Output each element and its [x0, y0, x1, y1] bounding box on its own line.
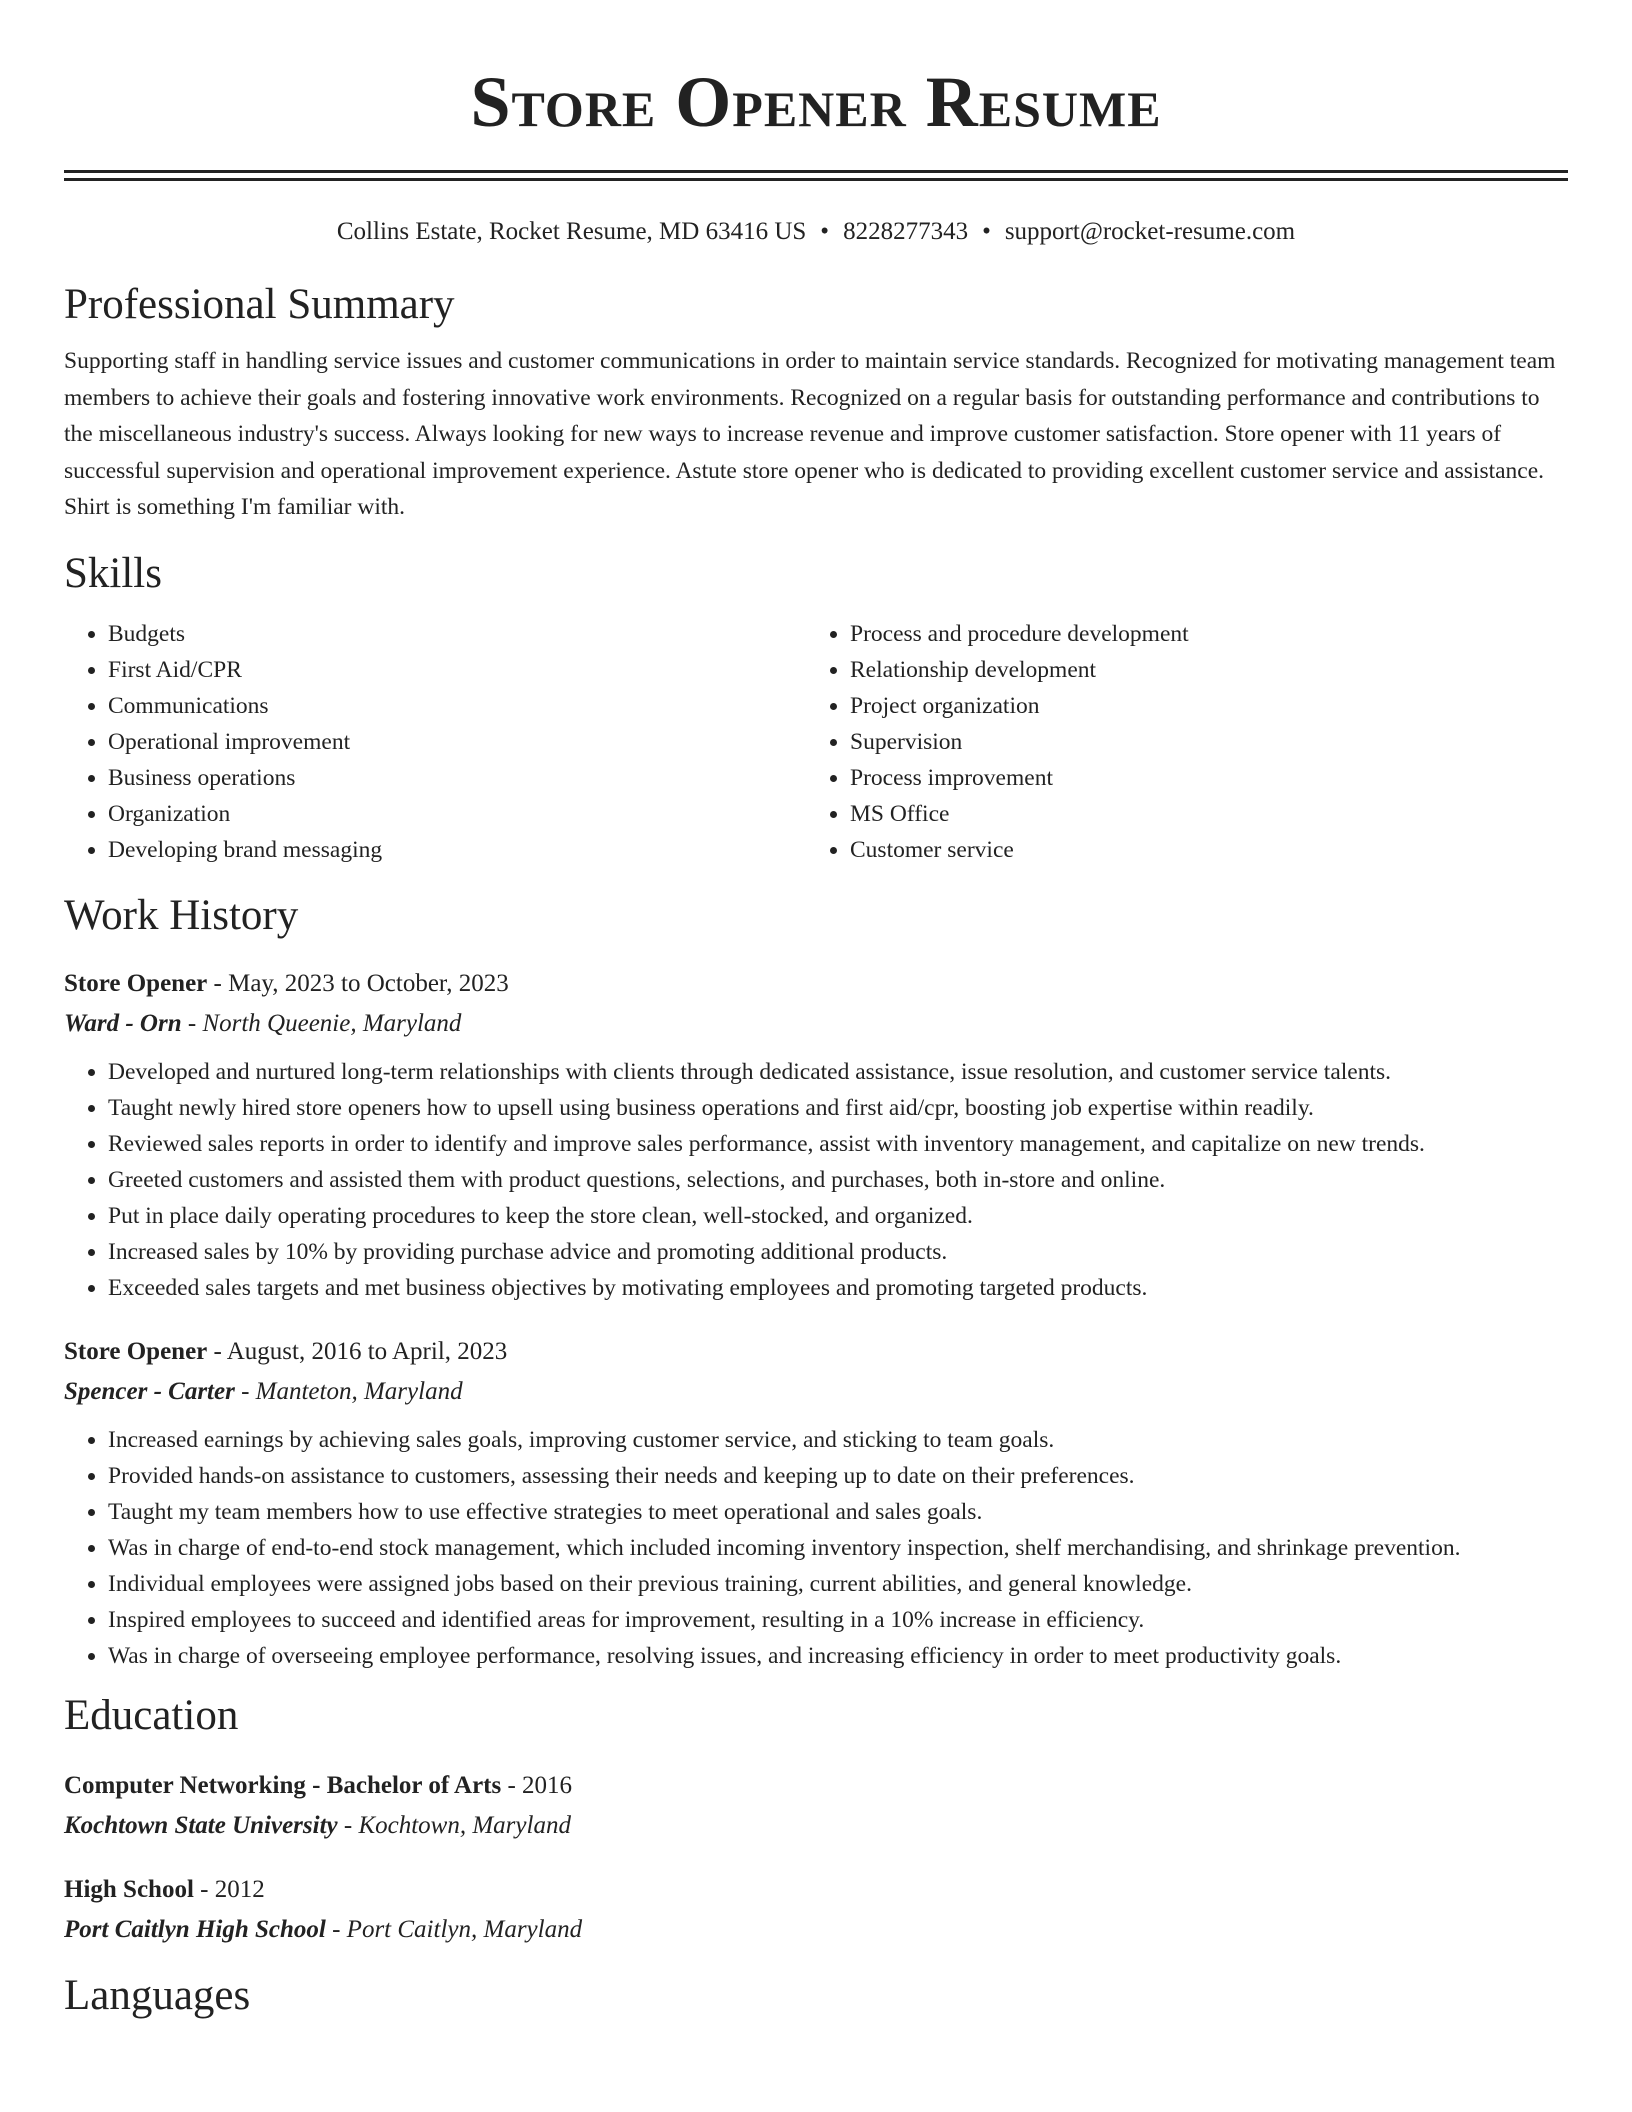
skill-item: • Business operations	[108, 760, 806, 796]
skill-item: • Process and procedure development	[850, 616, 1548, 652]
section-heading-education: Education	[64, 1691, 239, 1739]
job-bullet: • Increased earnings by achieving sales goals, improving customer service, and sticking to team goals.	[108, 1422, 1568, 1458]
education-year: - 2012	[193, 1875, 265, 1903]
job-entry	[64, 1332, 1568, 1674]
education-location: - Port Caitlyn, Maryland	[325, 1915, 583, 1943]
contact-separator: •	[820, 218, 830, 245]
job-bullet: • Individual employees were assigned jobs based on their previous training, current abilities, and general knowledge.	[108, 1566, 1568, 1602]
skill-item: • Organization	[108, 796, 806, 832]
job-dates: - August, 2016 to April, 2023	[207, 1337, 508, 1365]
job-dates: - May, 2023 to October, 2023	[207, 969, 509, 997]
section-heading-languages: Languages	[64, 1971, 251, 2019]
job-role: Store Opener	[64, 969, 208, 997]
skills-list-right	[806, 616, 1548, 868]
skill-item: • MS Office	[850, 796, 1548, 832]
education-degree-line	[64, 1870, 1568, 1910]
education-degree: High School	[64, 1875, 194, 1903]
education-degree-line	[64, 1766, 1568, 1806]
education-school: Kochtown State University	[64, 1811, 338, 1839]
skill-item: • Relationship development	[850, 652, 1548, 688]
job-company-line	[64, 1004, 1568, 1044]
contact-email: support@rocket-resume.com	[1004, 218, 1296, 245]
skill-item: • Communications	[108, 688, 806, 724]
job-role: Store Opener	[64, 1337, 208, 1365]
job-bullet: • Reviewed sales reports in order to identify and improve sales performance, assist with inventory management, and capitalize on new trends.	[108, 1126, 1568, 1162]
job-bullets	[64, 1054, 1568, 1306]
job-bullet: • Taught newly hired store openers how to upsell using business operations and first aid/cpr, boosting job expertise within readily.	[108, 1090, 1568, 1126]
contact-line	[64, 215, 1568, 249]
resume-title: Store Opener Resume	[470, 62, 1162, 142]
education-location: - Kochtown, Maryland	[337, 1811, 571, 1839]
skill-item: • Operational improvement	[108, 724, 806, 760]
contact-address: Collins Estate, Rocket Resume, MD 63416 US	[336, 218, 807, 245]
section-heading-skills: Skills	[64, 549, 162, 597]
contact-separator: •	[982, 218, 991, 245]
skill-item: • Project organization	[850, 688, 1548, 724]
job-bullet: • Was in charge of end-to-end stock management, which included incoming inventory inspection, shelf merchandising, and shrinkage prevention.	[108, 1530, 1568, 1566]
education-entry	[64, 1870, 1568, 1950]
summary-text: Supporting staff in handling service issues and customer communications in order to maintain service standards. Recognized for motivating management team members to achieve their goals and fostering innovative work environments. Recognized on a regular basis for outstanding performance and contributions to the miscellaneous industry's success. Always looking for new ways to increase revenue and improve customer satisfaction. Store opener with 11 years of successful supervision and operational improvement experience. Astute store opener who is dedicated to providing excellent customer service and assistance. Shirt is something I'm familiar with.	[64, 348, 1556, 520]
title-divider	[64, 170, 1568, 181]
job-title-line	[64, 964, 1568, 1004]
skill-item: • Process improvement	[850, 760, 1548, 796]
job-bullet: • Inspired employees to succeed and identified areas for improvement, resulting in a 10% increase in efficiency.	[108, 1602, 1568, 1638]
job-location: - North Queenie, Maryland	[181, 1009, 462, 1037]
section-heading-summary: Professional Summary	[64, 281, 455, 328]
skill-item: • Supervision	[850, 724, 1548, 760]
job-bullet: • Exceeded sales targets and met business objectives by motivating employees and promoting targeted products.	[108, 1270, 1568, 1306]
job-bullet: • Greeted customers and assisted them with product questions, selections, and purchases, both in-store and online.	[108, 1162, 1568, 1198]
job-bullet: • Taught my team members how to use effective strategies to meet operational and sales goals.	[108, 1494, 1568, 1530]
job-company-line	[64, 1372, 1568, 1412]
job-location: - Manteton, Maryland	[234, 1377, 463, 1405]
skills-columns	[64, 616, 1568, 868]
job-bullet: • Provided hands-on assistance to customers, assessing their needs and keeping up to date on their preferences.	[108, 1458, 1568, 1494]
job-bullet: • Developed and nurtured long-term relationships with clients through dedicated assistance, issue resolution, and customer service talents.	[108, 1054, 1568, 1090]
job-company: Spencer - Carter	[64, 1377, 235, 1405]
job-bullet: • Was in charge of overseeing employee performance, resolving issues, and increasing efficiency in order to meet productivity goals.	[108, 1638, 1568, 1674]
education-degree: Computer Networking - Bachelor of Arts	[64, 1771, 502, 1799]
skill-item: • Budgets	[108, 616, 806, 652]
education-school: Port Caitlyn High School	[64, 1915, 326, 1943]
education-school-line	[64, 1910, 1568, 1950]
education-entry	[64, 1766, 1568, 1846]
skill-item: • Developing brand messaging	[108, 832, 806, 868]
job-entry	[64, 964, 1568, 1306]
skills-list-left	[64, 616, 806, 868]
job-bullet: • Put in place daily operating procedures to keep the store clean, well-stocked, and organized.	[108, 1198, 1568, 1234]
contact-phone: 8228277343	[843, 218, 969, 245]
education-school-line	[64, 1806, 1568, 1846]
skill-item: • Customer service	[850, 832, 1548, 868]
job-company: Ward - Orn	[64, 1009, 182, 1037]
section-heading-work-history: Work History	[64, 891, 299, 939]
education-year: - 2016	[501, 1771, 573, 1799]
job-bullet: • Increased sales by 10% by providing purchase advice and promoting additional products.	[108, 1234, 1568, 1270]
job-bullets	[64, 1422, 1568, 1674]
job-title-line	[64, 1332, 1568, 1372]
skill-item: • First Aid/CPR	[108, 652, 806, 688]
